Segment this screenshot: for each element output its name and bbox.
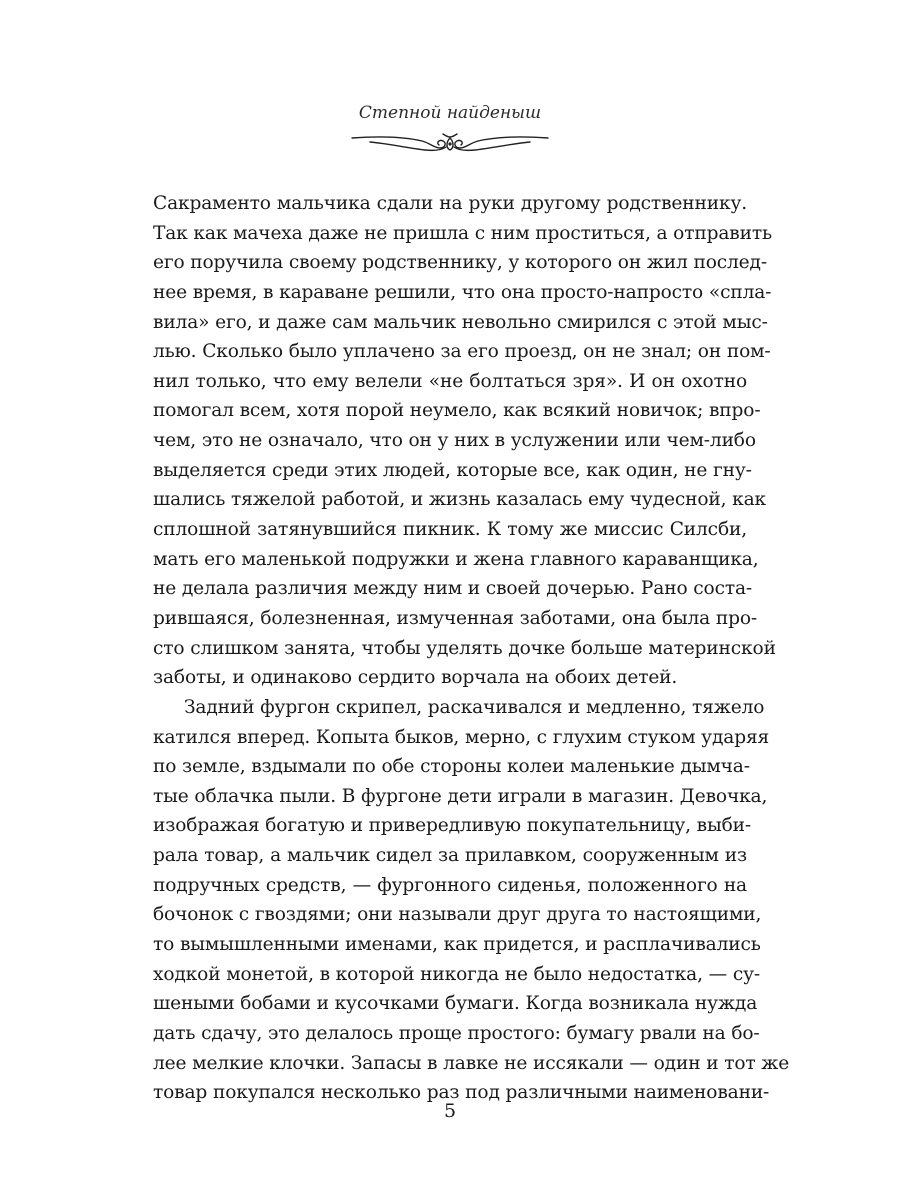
text-line: тые облачка пыли. В фургоне дети играли в магазин. Девочка, — [153, 785, 768, 807]
text-line: бочонок с гвоздями; они называли друг друга то настоящими, — [153, 904, 762, 926]
text-line: выделяется среди этих людей, которые все, как один, не гну- — [153, 459, 752, 481]
text-line: нее время, в караване решили, что она просто-напросто «спла- — [153, 281, 772, 303]
text-line: чем, это не означало, что он у них в услужении или чем-либо — [153, 430, 756, 452]
text-line: шались тяжелой работой, и жизнь казалась ему чудесной, как — [153, 489, 767, 511]
text-line: ходкой монетой, в которой никогда не было недостатка, — су- — [153, 963, 761, 985]
text-line: товар покупался несколько раз под различными наименовани- — [153, 1082, 770, 1104]
running-header-title: Степной найденыш — [358, 103, 542, 123]
ornament-flourish-icon — [350, 128, 550, 156]
text-line: по земле, вздымали по обе стороны колеи маленькие дымча- — [153, 756, 750, 778]
text-line: дать сдачу, это делалось проще простого: бумагу рвали на бо- — [153, 1022, 760, 1044]
text-line: Так как мачеха даже не пришла с ним проститься, а отправить — [153, 222, 772, 244]
text-line: заботы, и одинаково сердито ворчала на обоих детей. — [153, 667, 678, 689]
text-line: то вымышленными именами, как придется, и расплачивались — [153, 934, 761, 956]
text-line: подручных средств, — фургонного сиденья, положенного на — [153, 874, 747, 896]
text-line: рившаяся, болезненная, измученная заботами, она была про- — [153, 607, 758, 629]
text-line: помогал всем, хотя порой неумело, как всякий новичок; впро- — [153, 400, 761, 422]
text-line: сплошной затянувшийся пикник. К тому же миссис Силсби, — [153, 519, 747, 541]
text-line: лее мелкие клочки. Запасы в лавке не иссякали — один и тот же — [153, 1052, 790, 1074]
text-line: Сакраменто мальчика сдали на руки другому родственнику. — [153, 193, 747, 214]
text-line: рала товар, а мальчик сидел за прилавком, сооруженным из — [153, 845, 747, 867]
text-line: катился вперед. Копыта быков, мерно, с глухим стуком ударяя — [153, 726, 770, 748]
text-line: лью. Сколько было уплачено за его проезд, он не знал; он пом- — [153, 341, 771, 363]
text-line: сто слишком занята, чтобы уделять дочке больше материнской — [153, 637, 776, 659]
text-line: Задний фургон скрипел, раскачивался и медленно, тяжело — [184, 696, 765, 718]
page-number: 5 — [443, 1100, 457, 1122]
body-text — [153, 189, 790, 1108]
text-line: мать его маленькой подружки и жена главного караванщика, — [153, 548, 759, 570]
text-line: нил только, что ему велели «не болтаться зря». И он охотно — [153, 370, 747, 392]
text-line: не делала различия между ним и своей дочерью. Рано соста- — [153, 578, 753, 600]
text-line: изображая богатую и привередливую покупательницу, выби- — [153, 815, 752, 837]
text-line: его поручила своему родственнику, у которого он жил послед- — [153, 252, 767, 274]
text-line: вила» его, и даже сам мальчик невольно смирился с этой мыс- — [153, 311, 768, 333]
text-line: шеными бобами и кусочками бумаги. Когда возникала нужда — [153, 993, 758, 1015]
